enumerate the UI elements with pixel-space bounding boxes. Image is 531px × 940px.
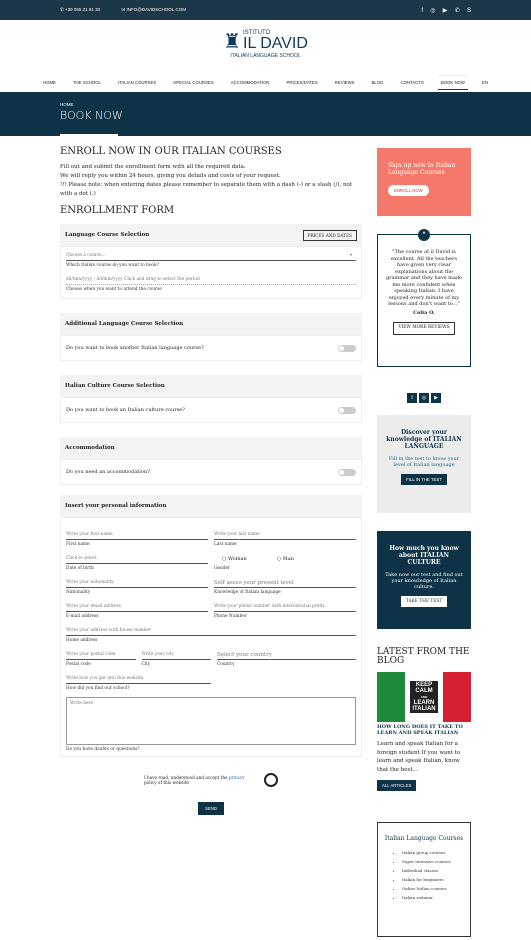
nav-contacts[interactable]: CONTACTS: [400, 79, 424, 85]
social-links: [415, 7, 471, 14]
email-link[interactable]: ✉ INFO@DAVIDSCHOOL.COM: [121, 7, 186, 12]
blog-title: LATEST FROM THE BLOG: [377, 647, 470, 666]
doubts-label: Do you have doubts or questions?: [66, 747, 140, 752]
additional-course-toggle[interactable]: [338, 345, 356, 352]
city-label: City: [141, 662, 151, 667]
top-bar: [0, 0, 531, 20]
prices-dates-button[interactable]: PRICES AND DATES: [303, 230, 357, 241]
blog-post-title[interactable]: HOW LONG DOES IT TAKE TO LEARN AND SPEAK ITALIAN: [377, 724, 463, 736]
course-link[interactable]: • Italian for beginners: [402, 875, 464, 884]
site-logo[interactable]: [0, 24, 531, 64]
email-label: E-mail address: [66, 614, 99, 619]
chat-icon: ❝: [418, 229, 430, 241]
course-link[interactable]: • Italian group courses: [402, 848, 464, 857]
page-hero: [0, 92, 531, 136]
course-link[interactable]: • Super intensive courses: [402, 857, 464, 866]
language-course-section: [60, 224, 362, 246]
nav-school[interactable]: THE SCHOOL: [72, 79, 101, 85]
culture-course-title: Italian Culture Course Selection: [65, 383, 165, 389]
phone-label: Phone Number: [214, 614, 247, 619]
course-select-label: Which Italian course do you want to book?: [66, 263, 159, 268]
culture-test-title: How much you know about ITALIAN CULTURE: [389, 545, 459, 566]
logo-line3: ITALIAN LANGUAGE SCHOOL: [230, 52, 301, 59]
page-title: BOOK NOW: [60, 109, 123, 122]
facebook-icon[interactable]: f: [407, 393, 417, 403]
nationality-input[interactable]: Write your nationality: [66, 577, 208, 588]
postal-code-input[interactable]: Write your postal code: [66, 649, 136, 660]
logo-line2: IL DAVID: [243, 34, 308, 52]
breadcrumb[interactable]: HOME: [60, 102, 74, 107]
main-nav: [0, 72, 531, 92]
nav-language[interactable]: EN: [481, 79, 488, 85]
personal-info-box: [60, 517, 362, 757]
nav-italian-courses[interactable]: ITALIAN COURSES: [117, 79, 157, 85]
form-title: ENROLLMENT FORM: [60, 205, 175, 216]
nav-home[interactable]: HOME: [43, 79, 56, 85]
nav-reviews[interactable]: REVIEWS: [334, 79, 355, 85]
personal-info-title: Insert your personal information: [65, 503, 167, 509]
phone-input[interactable]: Write your phone number with international prefix: [214, 601, 356, 612]
title-underline: [60, 134, 118, 136]
man-radio[interactable]: ○ Man: [276, 556, 294, 562]
enroll-now-button[interactable]: ENROLL NOW: [388, 185, 429, 196]
doubts-textarea[interactable]: Write here: [66, 697, 356, 745]
instagram-icon[interactable]: ◎: [430, 7, 436, 14]
review-author: Celia O.: [413, 309, 435, 316]
country-label: Country: [217, 662, 235, 667]
culture-test-card: [377, 531, 471, 629]
fill-test-button[interactable]: FILL IN THE TEST: [401, 474, 447, 485]
course-link[interactable]: • Italian webinar: [402, 893, 464, 902]
home-address-label: Home address: [66, 638, 98, 643]
privacy-text: I have read, understood and accept the privacy policy of this website: [144, 775, 245, 785]
send-button[interactable]: SEND: [198, 802, 224, 815]
culture-test-text: Take now our test and find out your knowledge of Italian culture.: [385, 572, 463, 590]
blog-post-image[interactable]: KEEP CALM AND LEARN ITALIAN: [377, 672, 471, 722]
country-select[interactable]: Select your country: [217, 649, 356, 660]
signup-card: [377, 148, 471, 216]
culture-course-toggle[interactable]: [338, 407, 356, 414]
nationality-label: Nationality: [66, 590, 91, 595]
intro-note: !!! Please note: when entering dates please remember to separate them with a dash (-) or a slash (/), not with a dot (.): [60, 182, 353, 197]
city-input[interactable]: Write your city: [142, 649, 212, 660]
language-test-title: Discover your knowledge of ITALIAN LANGUAGE: [386, 429, 462, 450]
phone-link[interactable]: ✆ +39 055 21 61 30: [60, 7, 101, 12]
first-name-input[interactable]: Write your first name: [66, 529, 208, 540]
youtube-icon[interactable]: ▶: [431, 393, 441, 403]
language-course-box: [60, 246, 362, 299]
blog-section: [377, 648, 471, 791]
review-card: [377, 231, 471, 367]
skype-icon[interactable]: S: [466, 7, 471, 14]
nav-blog[interactable]: BLOG: [371, 79, 384, 85]
language-test-text: Fill in the test to know your level of Italian language: [388, 456, 460, 468]
level-label: Knowledge of Italian language: [214, 590, 281, 595]
gender-label: Gender: [214, 566, 231, 571]
course-select[interactable]: Choose a course... ▾: [66, 250, 356, 261]
first-name-label: First name: [66, 542, 90, 547]
woman-radio[interactable]: ○ Woman: [222, 556, 247, 562]
date-range-input[interactable]: dd/mm/yyyy - dd/mm/yyyy Click and drag to select the period: [66, 274, 356, 285]
all-articles-button[interactable]: ALL ARTICLES: [377, 780, 416, 791]
accommodation-question: Do you need an accommodation?: [60, 459, 362, 485]
intro-text-1: Fill out and submit the enrollment form with all the required data.: [60, 164, 246, 170]
main-content: [60, 146, 362, 815]
courses-card: [377, 822, 471, 937]
accommodation-title: Accommodation: [65, 445, 115, 451]
last-name-label: Last name: [214, 542, 237, 547]
facebook-icon[interactable]: f: [421, 7, 424, 14]
postal-code-label: Postal code: [66, 662, 91, 667]
level-select[interactable]: Self asses your present level: [214, 577, 356, 588]
privacy-checkbox[interactable]: [264, 773, 278, 787]
nav-prices[interactable]: PRICES/DATES: [286, 79, 318, 85]
course-link[interactable]: • Individual classes: [402, 866, 464, 875]
additional-course-question: Do you want to book another Italian language course?: [60, 335, 362, 361]
intro-text-2: We will reply you within 24 hours, giving you details and costs of your request.: [60, 173, 281, 179]
courses-title: Italian Language Courses: [384, 835, 464, 842]
enroll-heading: ENROLL NOW IN OUR ITALIAN COURSES: [60, 146, 282, 157]
nav-accommodation[interactable]: ACCOMMODATION: [230, 79, 270, 85]
additional-course-title: Additional Language Course Selection: [65, 321, 184, 327]
view-reviews-button[interactable]: VIEW MORE REVIEWS: [393, 322, 454, 335]
culture-course-question: Do you want to book an Italian culture course?: [60, 397, 362, 423]
home-address-input[interactable]: Write your address with house number: [66, 625, 356, 636]
david-statue-icon: ♜: [223, 28, 242, 53]
found-school-input[interactable]: Write how you got into this website: [66, 673, 211, 684]
privacy-link[interactable]: privacy: [228, 775, 245, 780]
course-link[interactable]: • Online Italian courses: [402, 884, 464, 893]
found-school-label: How did you find our school?: [66, 686, 130, 691]
review-quote: "The course at il David is excellent. All the teachers have given very clear explanations about the grammar and they have made me more confident when speaking Italian. I have enjoyed every minute of my lessons and don't want to...": [385, 249, 463, 307]
instagram-icon[interactable]: ◎: [419, 393, 429, 403]
accommodation-toggle[interactable]: [338, 469, 356, 476]
blog-post-excerpt: Learn and speak Italian for a foreign student If you want to learn and speak Italian, know that the best...: [377, 741, 461, 773]
dob-input[interactable]: Click to select: [66, 553, 208, 564]
email-input[interactable]: Write your email address: [66, 601, 208, 612]
dob-label: Date of birth: [66, 566, 94, 571]
date-range-label: Choose when you want to attend the course: [66, 287, 162, 292]
nav-special-courses[interactable]: SPECIAL COURSES: [173, 79, 214, 85]
language-test-card: [377, 415, 471, 513]
sidebar-social: [377, 384, 471, 403]
take-test-button[interactable]: TAKE THE TEST: [401, 596, 447, 607]
last-name-input[interactable]: Write your last name: [214, 529, 356, 540]
youtube-icon[interactable]: ▶: [442, 7, 448, 14]
whatsapp-icon[interactable]: ✆: [454, 7, 460, 14]
signup-text: Sign up now to Italian Language Courses: [388, 162, 456, 176]
nav-book-now[interactable]: BOOK NOW: [438, 75, 468, 90]
logo-line1: ISTITUTO: [243, 29, 271, 36]
section-title: Language Course Selection: [65, 232, 150, 238]
